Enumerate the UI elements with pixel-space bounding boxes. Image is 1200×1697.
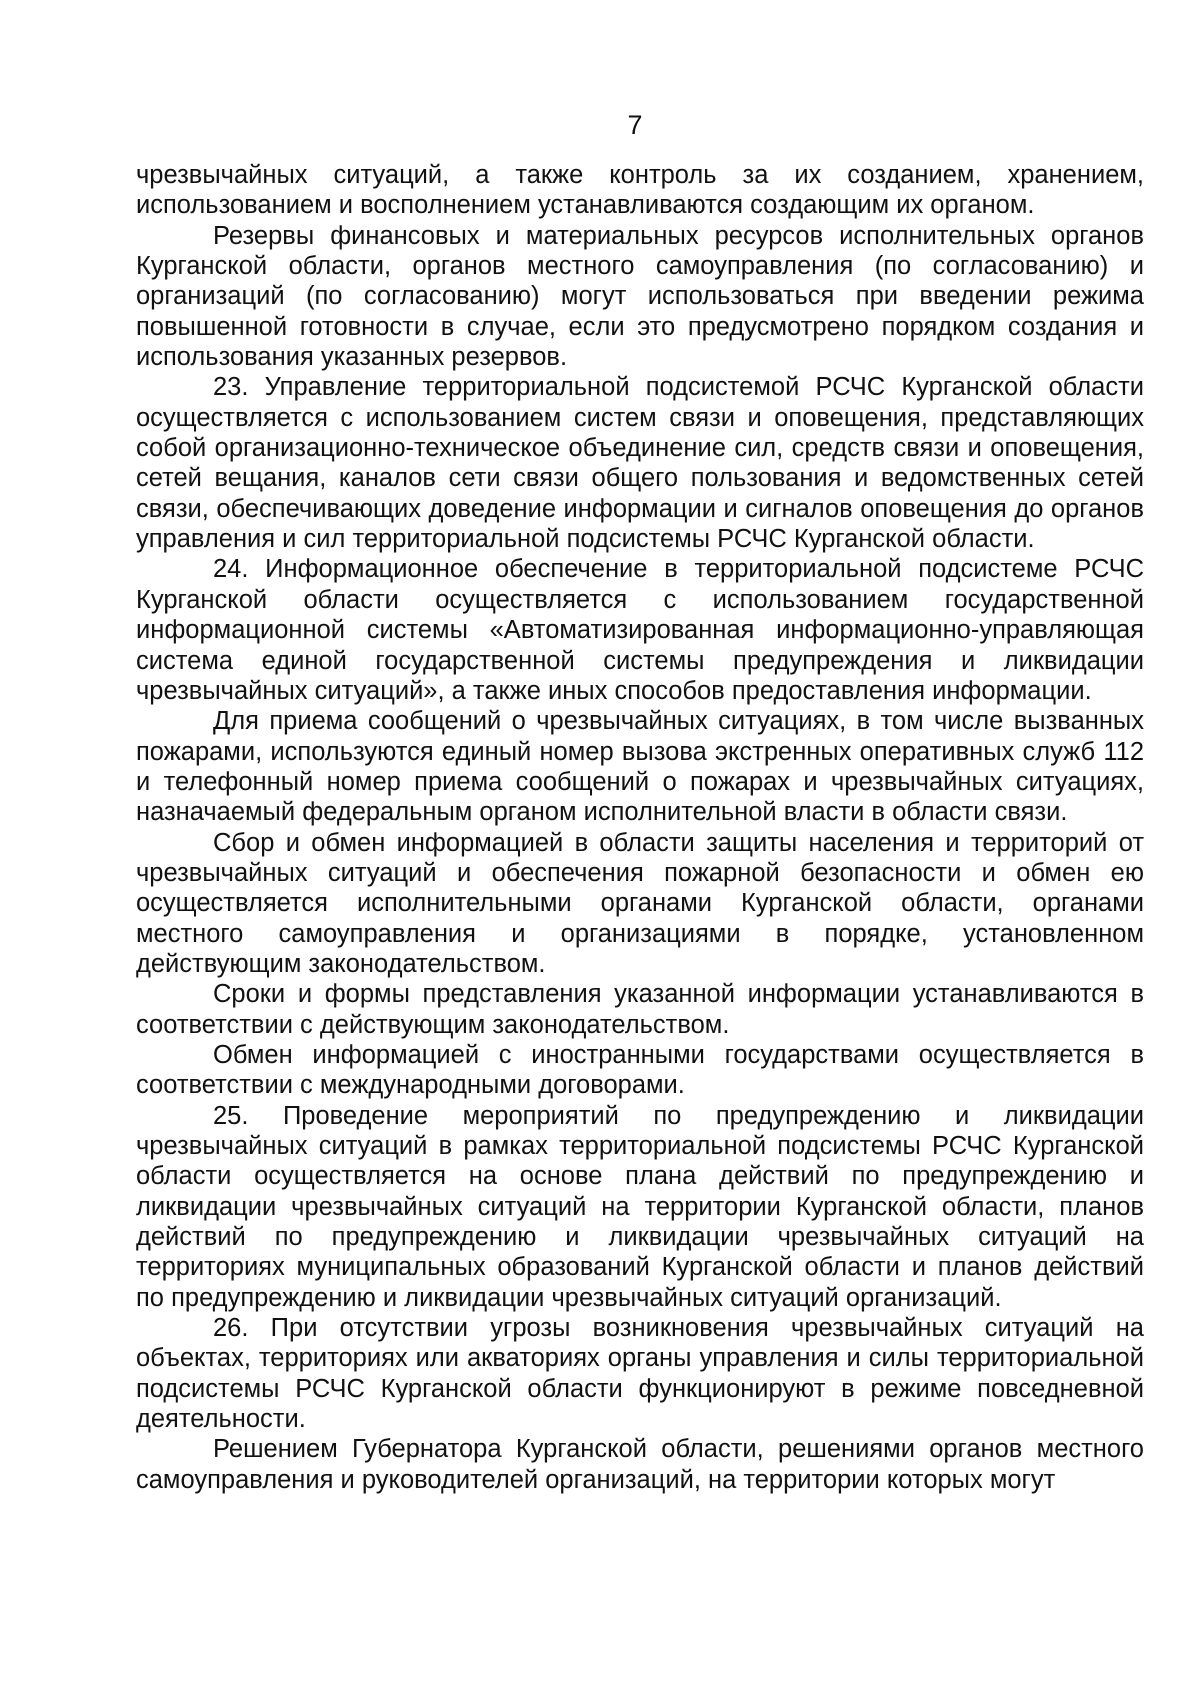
paragraph-9: 25. Проведение мероприятий по предупреждению и ликвидации чрезвычайных ситуаций в рамках территориальной подсистемы РСЧС Курганской области осуществляется на основе плана действий по предупреждению и ликвидации чрезвычайных ситуаций на территории Курганской области, планов действий по предупреждению и ликвидации чрезвычайных ситуаций на территориях муниципальных образований Курганской области и планов действий по предупреждению и ликвидации чрезвычайных ситуаций организаций. xyxy=(136,1101,1144,1312)
paragraph-4: 24. Информационное обеспечение в территориальной подсистеме РСЧС Курганской области осуществляется с использованием государственной информационной системы «Автоматизированная информационно-управляющая система единой государственной системы предупреждения и ликвидации чрезвычайных ситуаций», а также иных способов предоставления информации. xyxy=(136,555,1144,705)
paragraph-3: 23. Управление территориальной подсистемой РСЧС Курганской области осуществляется с использованием систем связи и оповещения, представляющих собой организационно-техническое объединение сил, средств связи и оповещения, сетей вещания, каналов сети связи общего пользования и ведомственных сетей связи, обеспечивающих доведение информации и сигналов оповещения до органов управления и сил территориальной подсистемы РСЧС Курганской области. xyxy=(136,373,1144,554)
paragraph-2: Резервы финансовых и материальных ресурсов исполнительных органов Курганской области, органов местного самоуправления (по согласованию) и организаций (по согласованию) могут использоваться при введении режима повышенной готовности в случае, если это предусмотрено порядком создания и использования указанных резервов. xyxy=(136,221,1144,372)
paragraph-8: Обмен информацией с иностранными государствами осуществляется в соответствии с международными договорами. xyxy=(136,1040,1144,1100)
paragraph-7: Сроки и формы представления указанной информации устанавливаются в соответствии с действующим законодательством. xyxy=(136,980,1144,1039)
document-body xyxy=(136,160,1144,1495)
paragraph-11: Решением Губернатора Курганской области, решениями органов местного самоуправления и руководителей организаций, на территории которых могут xyxy=(136,1435,1144,1494)
page-number: 7 xyxy=(627,110,643,140)
paragraph-1: чрезвычайных ситуаций, а также контроль за их созданием, хранением, использованием и восполнением устанавливаются создающим их органом. xyxy=(136,161,1144,220)
paragraph-10: 26. При отсутствии угрозы возникновения чрезвычайных ситуаций на объектах, территориях или акваториях органы управления и силы территориальной подсистемы РСЧС Курганской области функционируют в режиме повседневной деятельности. xyxy=(136,1314,1144,1434)
paragraph-6: Сбор и обмен информацией в области защиты населения и территорий от чрезвычайных ситуаций и обеспечения пожарной безопасности и обмен ею осуществляется исполнительными органами Курганской области, органами местного самоуправления и организациями в порядке, установленном действующим законодательством. xyxy=(136,828,1144,978)
paragraph-5: Для приема сообщений о чрезвычайных ситуациях, в том числе вызванных пожарами, используются единый номер вызова экстренных оперативных служб 112 и телефонный номер приема сообщений о пожарах и чрезвычайных ситуациях, назначаемый федеральным органом исполнительной власти в области связи. xyxy=(136,707,1144,827)
